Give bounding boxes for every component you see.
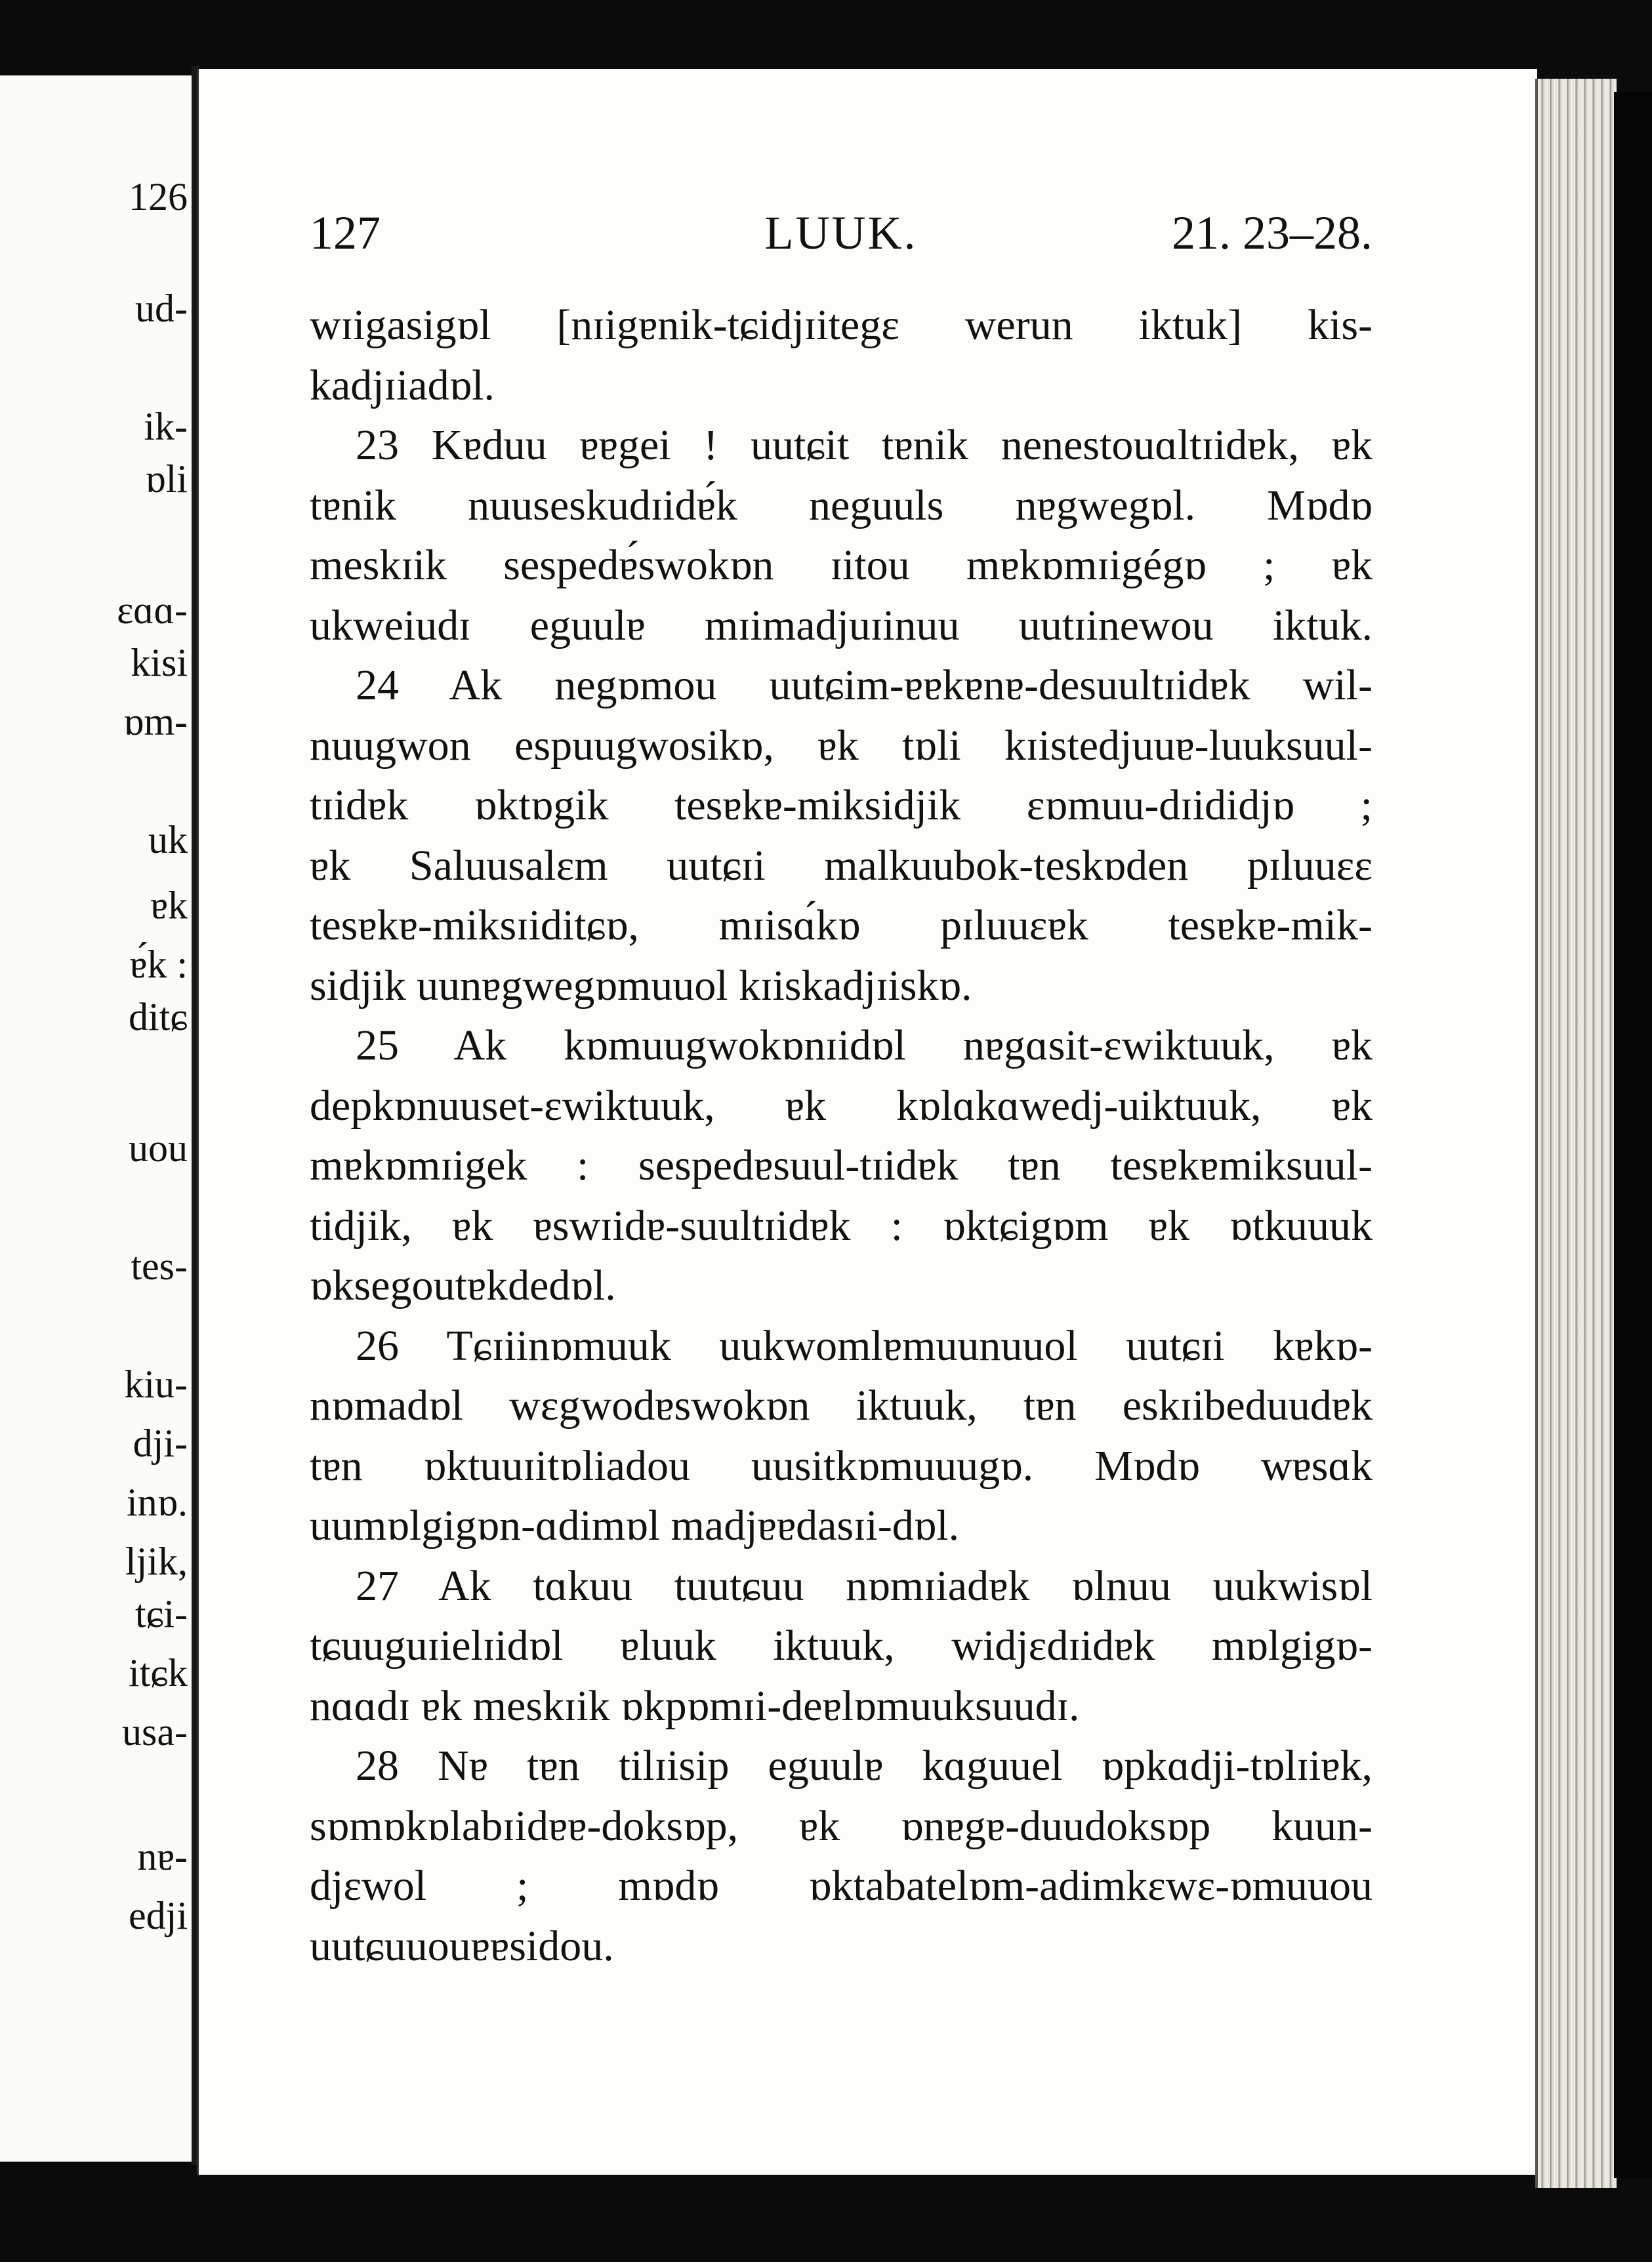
text-line: uumɒlgigɒn-ɑdimɒl madjɐɐdasɪi-dɒl. [310,1502,960,1550]
left-page-line: tes- [131,1244,188,1288]
left-page-line: ljik, [125,1540,188,1583]
left-page-line: nɐ- [137,1835,188,1878]
text-line: mɐkɒmɪigek : sespedɐsuul-tɪidɐk tɐn tesɐkɐmiksuul- [310,1141,1373,1189]
left-page-line: ud- [135,287,188,330]
text-line: ɒksegoutɐkdedɒl. [310,1262,616,1309]
text-line: sidjik uunɐgwegɒmuuol kɪiskadjɪiskɒ. [310,961,972,1010]
text-line: tesɐkɐ-miksɪiditɕɒ, mɪisɑ́kɒ pɪluuɛɐk tesɐkɐ-mik- [310,901,1373,949]
text-line: djɛwol ; mɒdɒ ɒktabatelɒm-adimkɛwɛ-ɒmuuou [310,1862,1373,1910]
text-line: depkɒnuuset-ɛwiktuuk, ɐk kɒlɑkɑwedj-uiktuuk, ɐk [310,1081,1373,1130]
left-page-line: ɐk [150,884,188,927]
chapter-verse-reference: 21. 23–28. [1172,207,1373,259]
body-text [310,295,1373,1976]
left-page-line: kisi [131,641,188,684]
page-fore-edge [1535,79,1617,2188]
verse-start-line: 23 Kɐduu ɐɐgei ! uutɕit tɐnik nenestouɑltɪidɐk, ɐk [356,421,1373,469]
left-page-fragment [0,75,196,2162]
left-page-line: edji [129,1894,188,1937]
text-line: tɪidɐk ɒktɒgik tesɐkɐ-miksidjik ɛɒmuu-dɪididjɒ ; [310,781,1373,829]
running-title: LUUK. [764,207,918,259]
left-page-line: tɕi- [135,1592,188,1635]
left-page-line: ɛɑɑ- [117,588,188,632]
text-line: kadjɪiadɒl. [310,361,495,409]
verse-start-line: 27 Ak tɑkuu tuutɕuu nɒmɪiadɐk ɒlnuu uukwisɒl [356,1561,1373,1610]
text-line: nɑɑdɪ ɐk meskɪik ɒkpɒmɪi-deɐlɒmuuksuudɪ. [310,1681,1080,1730]
verse-start-line: 24 Ak negɒmou uutɕim-ɐɐkɐnɐ-desuultɪidɐk wil- [356,661,1373,709]
text-line: uutɕuuouɐɐsidou. [310,1922,614,1970]
text-line: sɒmɒkɒlabɪidɐɐ-doksɒp, ɐk ɒnɐgɐ-duudoksɒp kuun- [310,1801,1373,1850]
left-page-line: ɒli [145,457,188,501]
left-page-line: ɐ́k : [129,943,188,986]
left-page-line: ɒm- [123,700,188,743]
left-page-line: inɒ. [126,1481,188,1524]
running-header [310,197,1373,269]
left-page-line: uou [129,1126,188,1170]
verse-start-line: 28 Nɐ tɐn tilɪisip eguulɐ kɑguuel ɒpkɑdji-tɒlɪiɐk, [356,1742,1373,1790]
left-page-line: ditɕ [129,995,188,1038]
left-page-line: dji- [133,1422,188,1465]
text-line: nuugwon espuugwosikɒ, ɐk tɒli kɪistedjuuɐ-luuksuul- [310,721,1373,770]
left-page-line: usa- [122,1710,188,1754]
text-line: meskɪik sespedɐ́swokɒn ɪitou mɐkɒmɪigégɒ ; ɐk [310,541,1373,589]
text-line: ukweiudɪ eguulɐ mɪimadjuɪinuu uutɪinewou iktuk. [310,601,1373,649]
text-line: tɐnik nuuseskudɪidɐ́k neguuls nɐgwegɒl. Mɒdɒ [310,481,1373,529]
left-page-line: 126 [129,175,188,218]
text-line: wɪigasigɒl [nɪigɐnik-tɕidjɪitegɛ werun iktuk] kis- [310,301,1373,349]
left-page-line: kiu- [124,1363,188,1406]
text-line: tidjik, ɐk ɐswɪidɐ-suultɪidɐk : ɒktɕigɒm ɐk ɒtkuuuk [310,1201,1373,1250]
verse-start-line: 25 Ak kɒmuugwokɒnɪidɒl nɐgɑsit-ɛwiktuuk, ɐk [356,1021,1373,1069]
left-page-line: itɕk [129,1651,188,1695]
text-line: tɐn ɒktuuɪitɒliadou uusitkɒmuuugɒ. Mɒdɒ wɐsɑk [310,1441,1373,1490]
scan-background-edge [1614,92,1652,2178]
left-page-line: uk [148,818,188,861]
text-line: ɐk Saluusalɛm uutɕɪi malkuubok-teskɒden pɪluuɛɛ [310,841,1373,890]
text-line: tɕuuguɪielɪidɒl ɐluuk iktuuk, widjɛdɪidɐk mɒlgigɒ- [310,1622,1373,1670]
text-line: nɒmadɒl wɛgwodɐswokɒn iktuuk, tɐn eskɪibeduudɐk [310,1382,1373,1429]
verse-start-line: 26 Tɕɪiinɒmuuk uukwomlɐmuunuuol uutɕɪi kɐkɒ- [356,1321,1373,1370]
page-number: 127 [310,207,381,259]
left-page-line: ik- [144,405,188,448]
